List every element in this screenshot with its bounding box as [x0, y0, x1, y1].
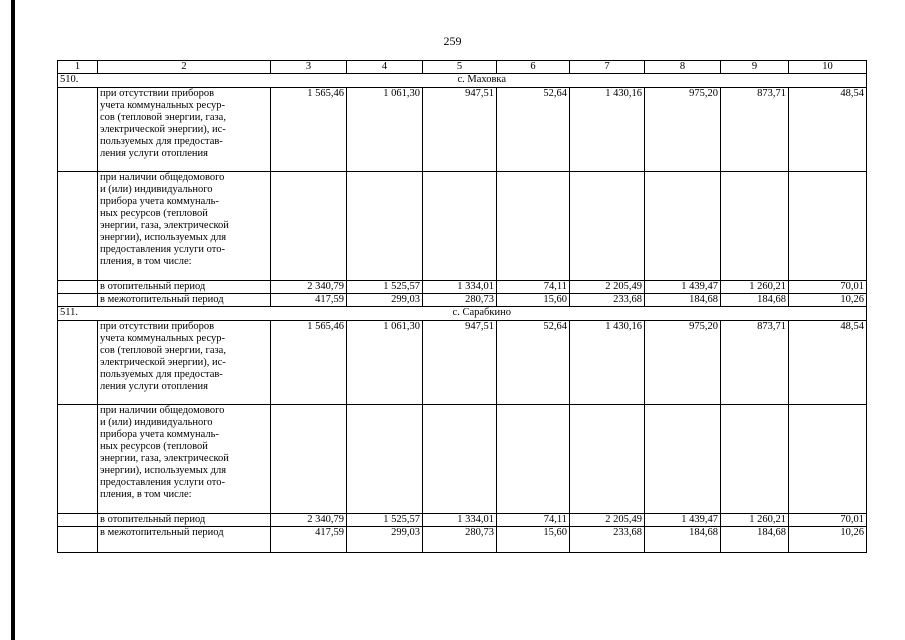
section-title: с. Маховка: [98, 74, 867, 88]
section-title: с. Сарабкино: [98, 307, 867, 321]
value-cell: 70,01: [789, 281, 867, 294]
value-cell: 1 061,30: [347, 88, 423, 172]
value-cell: 48,54: [789, 88, 867, 172]
column-number: 2: [98, 61, 271, 74]
column-number: 6: [497, 61, 570, 74]
code-cell-empty: [58, 172, 98, 281]
column-number-row: [58, 61, 867, 74]
period-label: в отопительный период: [98, 281, 271, 294]
description-line: при наличии общедомового: [100, 405, 225, 416]
value-cell: 52,64: [497, 321, 570, 405]
description-line: энергии, газа, электрической: [100, 453, 229, 464]
value-cell: 975,20: [645, 88, 721, 172]
value-cell: 10,26: [789, 527, 867, 553]
column-number: 8: [645, 61, 721, 74]
code-cell-empty: [58, 514, 98, 527]
code-cell-empty: [58, 527, 98, 553]
column-number: 10: [789, 61, 867, 74]
no-meter-row: [58, 88, 867, 172]
value-cell: 2 340,79: [271, 514, 347, 527]
description-line: при наличии общедомового: [100, 172, 225, 183]
code-cell-empty: [58, 294, 98, 307]
section-row: [58, 307, 867, 321]
code-cell-empty: [58, 321, 98, 405]
value-cell-empty: [271, 172, 347, 281]
value-cell: 1 260,21: [721, 514, 789, 527]
value-cell: 74,11: [497, 514, 570, 527]
value-cell: 1 430,16: [570, 88, 645, 172]
description-line: пления, в том числе:: [100, 256, 192, 267]
column-number: 9: [721, 61, 789, 74]
value-cell-empty: [645, 405, 721, 514]
description-line: пользуемых для предостав-: [100, 136, 223, 147]
value-cell-empty: [271, 405, 347, 514]
description-line: ных ресурсов (тепловой: [100, 441, 208, 452]
period-label: в межотопительный период: [98, 294, 271, 307]
description-line: при отсутствии приборов: [100, 321, 215, 332]
description-cell: [98, 321, 271, 405]
description-line: и (или) индивидуального: [100, 417, 213, 428]
value-cell: 1 334,01: [423, 514, 497, 527]
section-row: [58, 74, 867, 88]
description-line: сов (тепловой энергии, газа,: [100, 112, 226, 123]
description-line: ных ресурсов (тепловой: [100, 208, 208, 219]
value-cell: 1 439,47: [645, 514, 721, 527]
value-cell: 15,60: [497, 527, 570, 553]
heating-period-row: [58, 514, 867, 527]
description-line: при отсутствии приборов: [100, 88, 215, 99]
value-cell: 1 260,21: [721, 281, 789, 294]
with-meter-row: [58, 172, 867, 281]
value-cell: 10,26: [789, 294, 867, 307]
value-cell: 184,68: [645, 294, 721, 307]
value-cell: 947,51: [423, 88, 497, 172]
description-line: учета коммунальных ресур-: [100, 333, 225, 344]
value-cell: 1 565,46: [271, 88, 347, 172]
binding-edge-line: [11, 0, 15, 640]
value-cell: 417,59: [271, 527, 347, 553]
value-cell: 15,60: [497, 294, 570, 307]
code-cell-empty: [58, 405, 98, 514]
interheating-period-row: [58, 527, 867, 553]
description-line: предоставления услуги ото-: [100, 477, 225, 488]
section-code: 511.: [58, 307, 98, 321]
value-cell: 299,03: [347, 527, 423, 553]
value-cell-empty: [497, 172, 570, 281]
code-cell-empty: [58, 281, 98, 294]
description-line: пользуемых для предостав-: [100, 369, 223, 380]
description-line: прибора учета коммуналь-: [100, 196, 219, 207]
value-cell-empty: [423, 405, 497, 514]
description-line: сов (тепловой энергии, газа,: [100, 345, 226, 356]
value-cell-empty: [789, 172, 867, 281]
value-cell: 417,59: [271, 294, 347, 307]
description-line: ления услуги отопления: [100, 381, 208, 392]
value-cell: 299,03: [347, 294, 423, 307]
code-cell-empty: [58, 88, 98, 172]
column-number: 5: [423, 61, 497, 74]
column-number: 3: [271, 61, 347, 74]
tariff-table-body: [58, 61, 867, 553]
description-line: энергии), используемых для: [100, 465, 227, 476]
description-line: электрической энергии), ис-: [100, 357, 226, 368]
description-line: учета коммунальных ресур-: [100, 100, 225, 111]
value-cell-empty: [347, 405, 423, 514]
value-cell-empty: [721, 405, 789, 514]
value-cell: 873,71: [721, 88, 789, 172]
value-cell-empty: [645, 172, 721, 281]
value-cell: 1 430,16: [570, 321, 645, 405]
value-cell-empty: [570, 405, 645, 514]
value-cell: 873,71: [721, 321, 789, 405]
value-cell-empty: [721, 172, 789, 281]
value-cell: 2 340,79: [271, 281, 347, 294]
value-cell: 1 565,46: [271, 321, 347, 405]
period-label: в межотопительный период: [98, 527, 271, 553]
value-cell: 947,51: [423, 321, 497, 405]
interheating-period-row: [58, 294, 867, 307]
value-cell-empty: [423, 172, 497, 281]
value-cell: 48,54: [789, 321, 867, 405]
period-label: в отопительный период: [98, 514, 271, 527]
column-number: 1: [58, 61, 98, 74]
value-cell: 975,20: [645, 321, 721, 405]
value-cell: 184,68: [721, 527, 789, 553]
value-cell-empty: [789, 405, 867, 514]
tariff-table: [57, 60, 867, 553]
column-number: 4: [347, 61, 423, 74]
value-cell: 2 205,49: [570, 281, 645, 294]
value-cell: 1 525,57: [347, 514, 423, 527]
no-meter-row: [58, 321, 867, 405]
description-line: прибора учета коммуналь-: [100, 429, 219, 440]
value-cell: 184,68: [721, 294, 789, 307]
section-code: 510.: [58, 74, 98, 88]
with-meter-row: [58, 405, 867, 514]
value-cell-empty: [347, 172, 423, 281]
value-cell: 233,68: [570, 294, 645, 307]
heating-period-row: [58, 281, 867, 294]
description-cell: [98, 405, 271, 514]
value-cell: 1 439,47: [645, 281, 721, 294]
description-cell: [98, 88, 271, 172]
description-cell: [98, 172, 271, 281]
description-line: энергии), используемых для: [100, 232, 227, 243]
value-cell: 74,11: [497, 281, 570, 294]
description-line: энергии, газа, электрической: [100, 220, 229, 231]
value-cell: 2 205,49: [570, 514, 645, 527]
description-line: и (или) индивидуального: [100, 184, 213, 195]
description-line: электрической энергии), ис-: [100, 124, 226, 135]
value-cell: 280,73: [423, 527, 497, 553]
value-cell: 1 061,30: [347, 321, 423, 405]
value-cell: 1 525,57: [347, 281, 423, 294]
description-line: ления услуги отопления: [100, 148, 208, 159]
value-cell: 233,68: [570, 527, 645, 553]
value-cell: 1 334,01: [423, 281, 497, 294]
column-number: 7: [570, 61, 645, 74]
value-cell-empty: [497, 405, 570, 514]
value-cell: 184,68: [645, 527, 721, 553]
value-cell: 280,73: [423, 294, 497, 307]
value-cell-empty: [570, 172, 645, 281]
page-number: 259: [443, 34, 462, 48]
value-cell: 52,64: [497, 88, 570, 172]
description-line: пления, в том числе:: [100, 489, 192, 500]
value-cell: 70,01: [789, 514, 867, 527]
description-line: предоставления услуги ото-: [100, 244, 225, 255]
